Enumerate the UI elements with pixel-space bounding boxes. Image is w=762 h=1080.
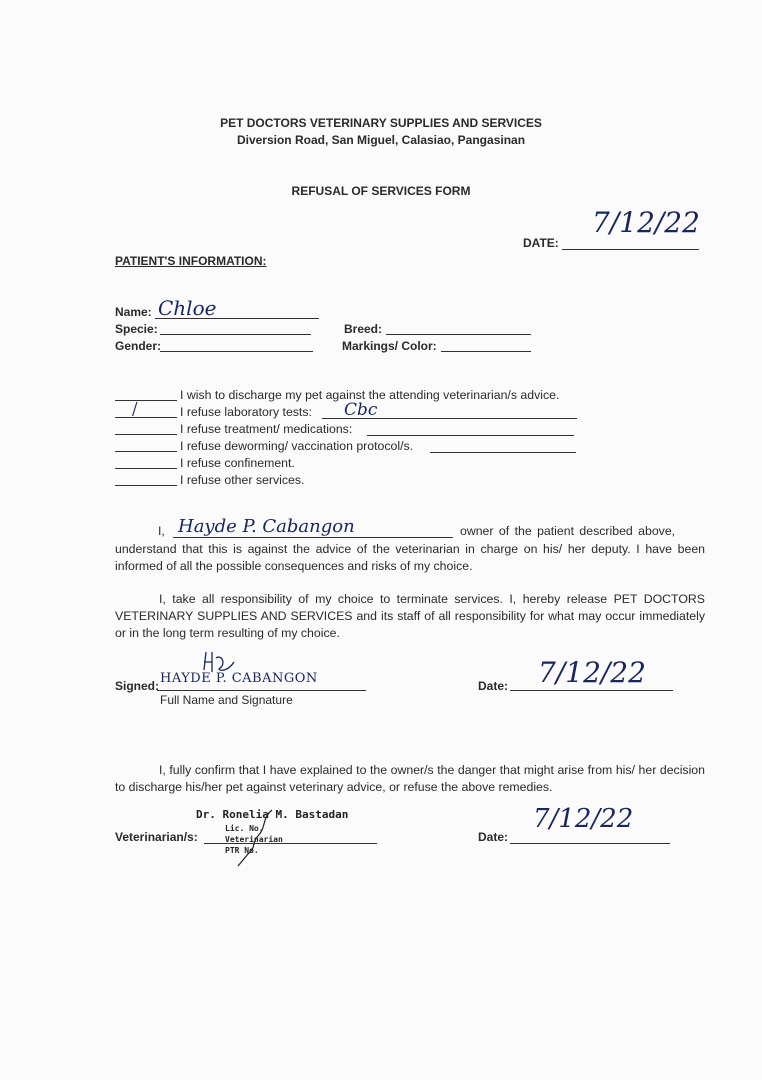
signature-scribble: [200, 648, 240, 678]
check-line: [115, 417, 177, 418]
checklist-item: I refuse other services.: [180, 473, 305, 487]
owner-signature: HAYDE P. CABANGON: [160, 671, 318, 686]
form-title: REFUSAL OF SERVICES FORM: [291, 184, 471, 198]
signature-line: [157, 690, 366, 691]
patient-info-heading: PATIENT'S INFORMATION:: [115, 254, 267, 268]
signed-date-line: [510, 690, 673, 691]
vet-signature-scribble: [232, 808, 282, 868]
check-mark: /: [130, 398, 139, 419]
owner-name-handwritten: Hayde P. Cabangon: [178, 516, 355, 537]
owner-statement-line1: owner of the patient described above,: [460, 524, 676, 538]
check-line: [115, 485, 177, 486]
answer-line: [367, 435, 574, 436]
gender-line: [160, 351, 313, 352]
specie-line: [160, 334, 311, 335]
specie-label: Specie:: [115, 322, 158, 336]
owner-statement-body: understand that this is against the advice of the veterinarian in charge on his/ her deputy. I have been informed of all the possible consequences and risks of my choice.: [115, 542, 705, 573]
check-line: [115, 468, 177, 469]
answer-line: [430, 452, 576, 453]
owner-prefix: I,: [158, 524, 165, 538]
checklist-item: I refuse treatment/ medications:: [180, 422, 353, 436]
lab-tests-answer: Cbc: [344, 400, 378, 420]
checklist-item: I wish to discharge my pet against the attending veterinarian/s advice.: [180, 388, 560, 402]
owner-name-line: [173, 537, 453, 538]
company-address: Diversion Road, San Miguel, Calasiao, Pangasinan: [236, 133, 526, 147]
vet-statement: I, fully confirm that I have explained to the owner/s the danger that might arise from his/ her decision to discharge his/her pet against veterinary advice, or refuse the above remedies.: [115, 763, 705, 794]
name-handwritten: Chloe: [158, 296, 217, 320]
vet-date-handwritten: 7/12/22: [533, 804, 634, 834]
responsibility-statement: I, take all responsibility of my choice to terminate services. I, hereby release PET DOCTORS VETERINARY SUPPLIES AND SERVICES and its staff of all responsibility for what may occur immediately or in the long term resulting of my choice.: [115, 592, 705, 640]
date-label: DATE:: [523, 236, 559, 250]
signature-caption: Full Name and Signature: [160, 693, 293, 707]
breed-line: [386, 334, 531, 335]
vet-stamp-ptr: PTR No.: [225, 846, 259, 855]
check-line: [115, 451, 177, 452]
breed-label: Breed:: [344, 322, 383, 336]
veterinarian-label: Veterinarian/s:: [115, 830, 198, 844]
checklist-item: I refuse laboratory tests:: [180, 405, 312, 419]
gender-label: Gender:: [115, 339, 162, 353]
vet-stamp-license: Lic. No.: [225, 824, 264, 833]
markings-line: [441, 351, 531, 352]
signed-date-handwritten: 7/12/22: [538, 656, 646, 689]
checklist-item: I refuse confinement.: [180, 456, 295, 470]
vet-date-line: [510, 843, 670, 844]
checklist-item: I refuse deworming/ vaccination protocol/s.: [180, 439, 414, 453]
vet-stamp-name: Dr. Ronelia M. Bastadan: [196, 808, 349, 821]
vet-stamp-title: Veterinarian: [225, 835, 283, 844]
vet-date-label: Date:: [478, 830, 509, 844]
check-line: [115, 400, 177, 401]
signed-label: Signed:: [115, 679, 159, 693]
company-name: PET DOCTORS VETERINARY SUPPLIES AND SERVICES: [220, 116, 542, 130]
signed-date-label: Date:: [478, 679, 509, 693]
name-label: Name:: [115, 305, 152, 319]
markings-label: Markings/ Color:: [342, 339, 437, 353]
date-handwritten: 7/12/22: [592, 206, 700, 239]
check-line: [115, 434, 177, 435]
date-line: [562, 249, 699, 250]
